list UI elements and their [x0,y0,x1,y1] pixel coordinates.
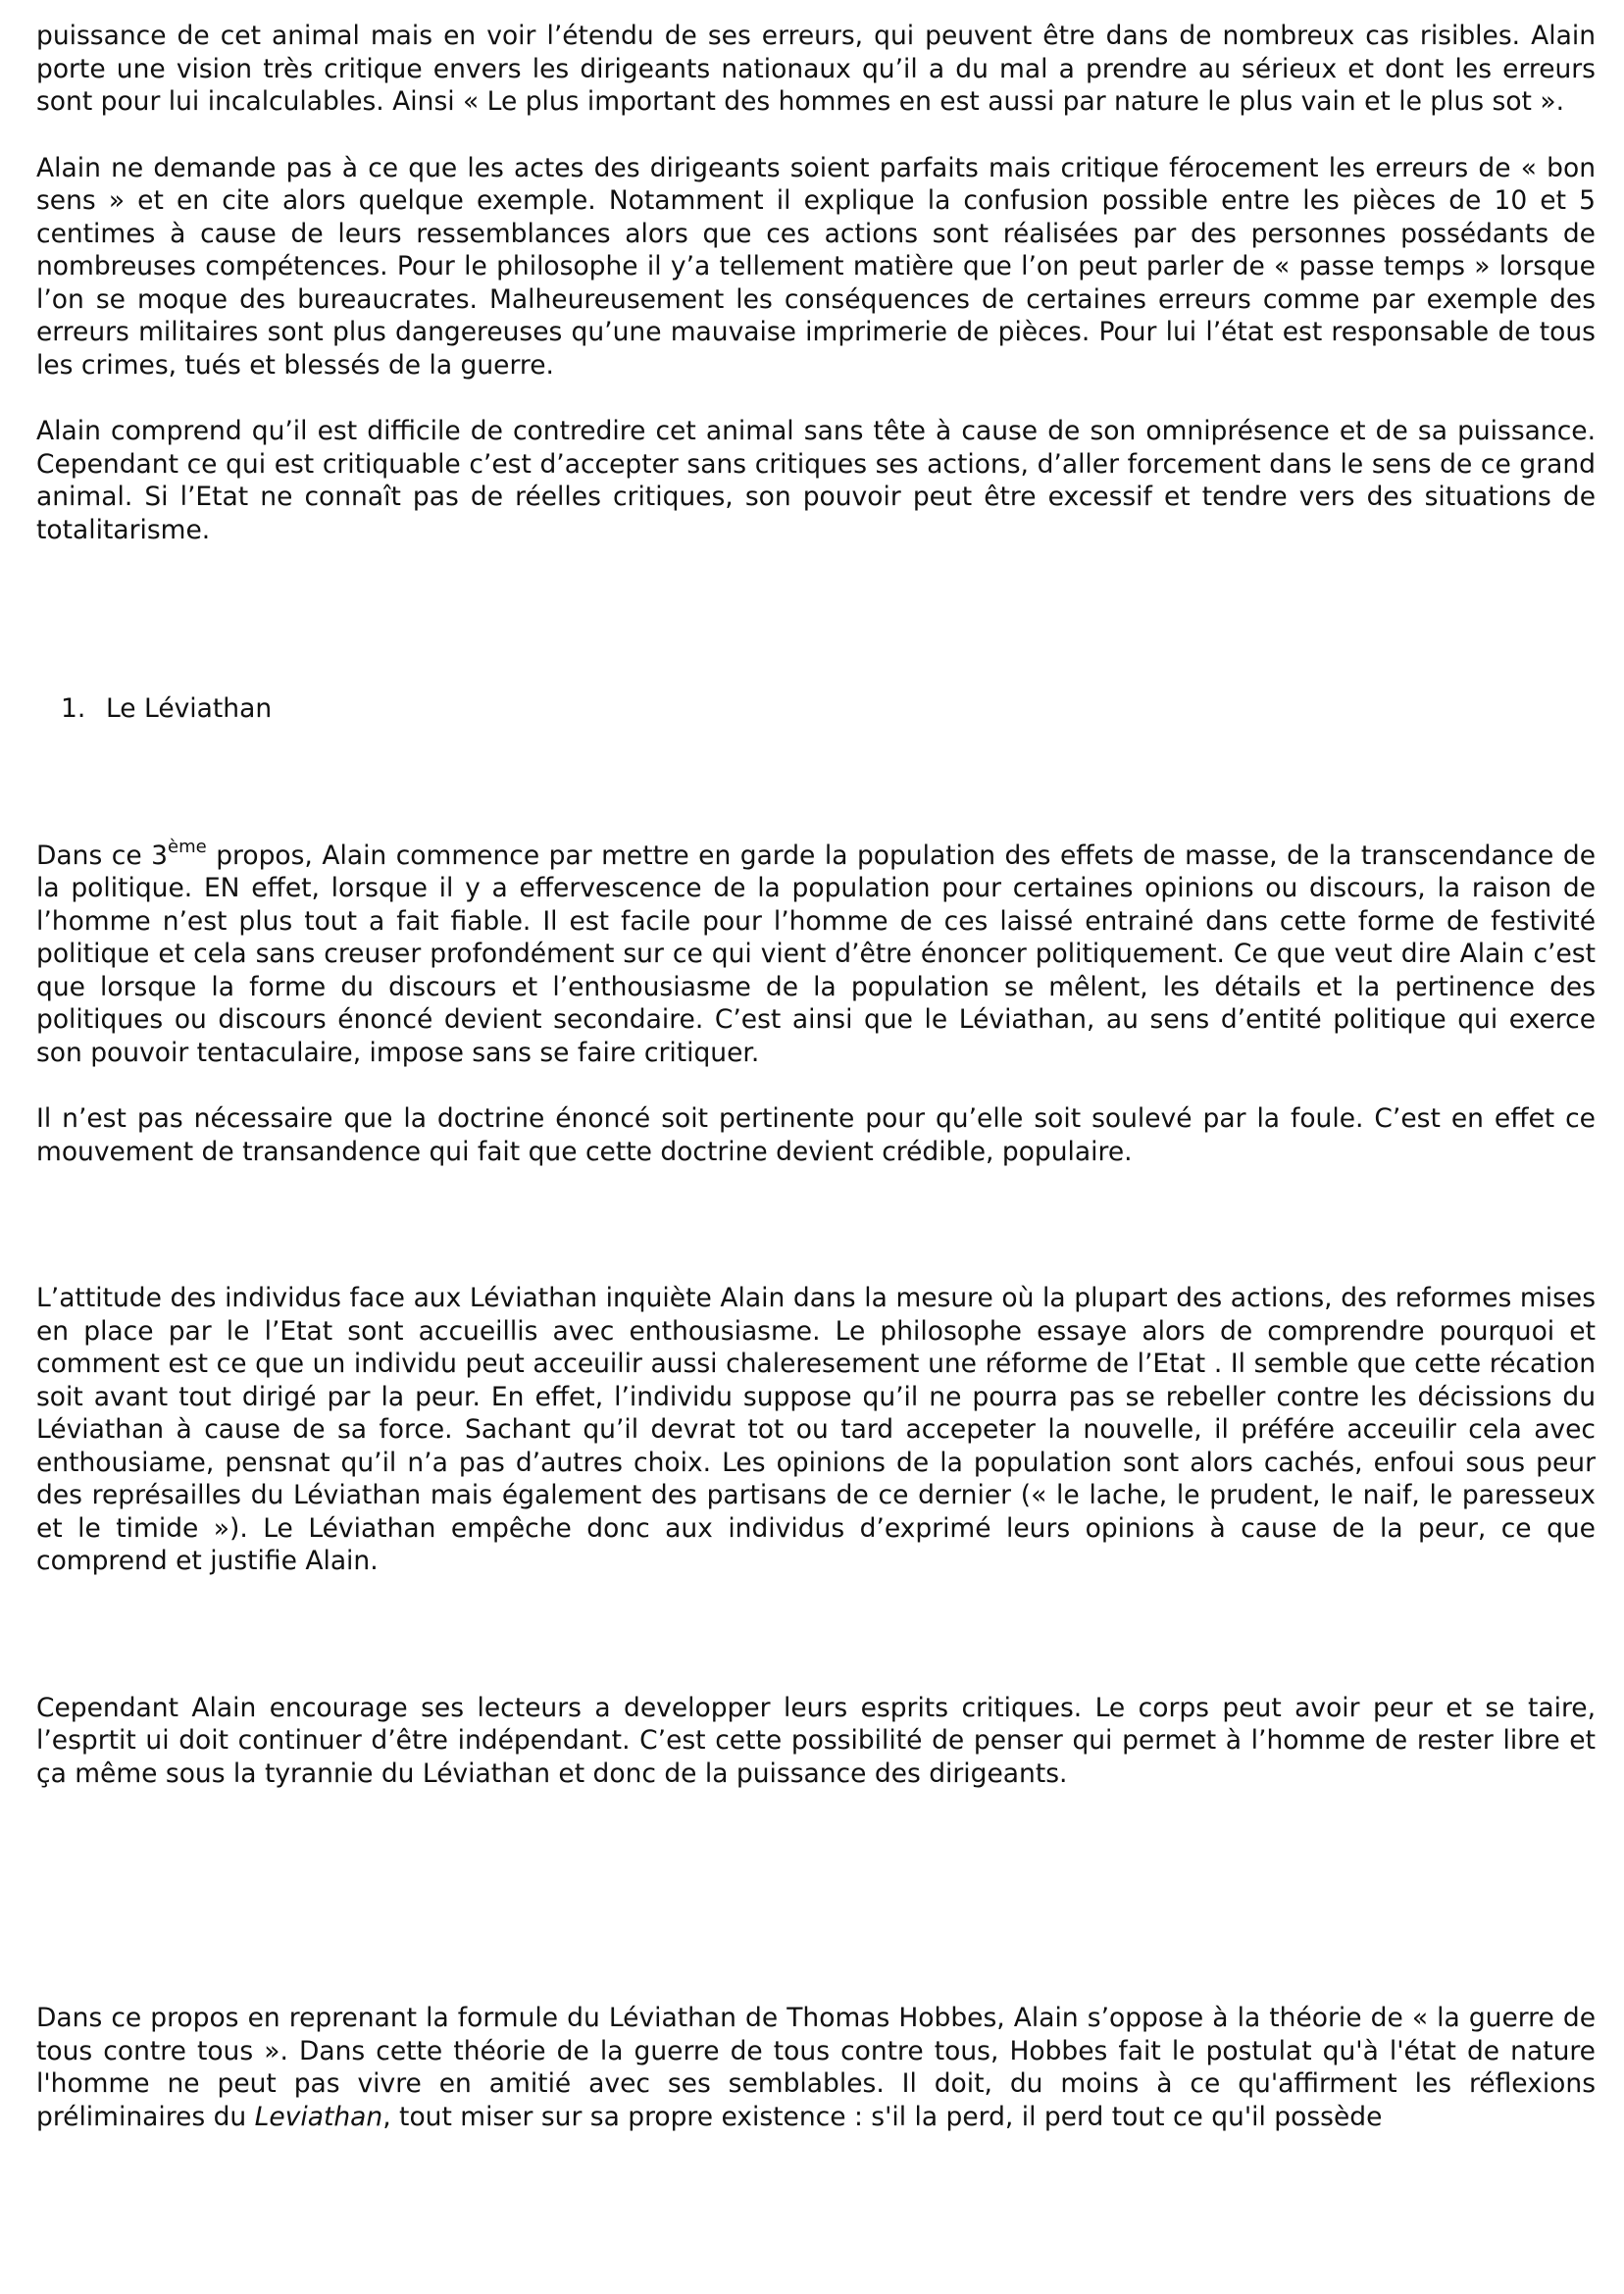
paragraph-hobbes-end: , tout miser sur sa propre existence : s'il la perd, il perd tout ce qu'il possède [382,2101,1383,2132]
section-heading [36,692,1596,726]
paragraph-critical-spirit: Cependant Alain encourage ses lecteurs a developper leurs esprits critiques. Le corps peut avoir peur et se taire, l’esprtit ui doit continuer d’être indépendant. C’est cette possibilité de penser qui permet à l’homme de rester libre et ça même sous la tyrannie du Léviathan et donc de la puissance des dirigeants. [36,1692,1596,1789]
paragraph-errors: puissance de cet animal mais en voir l’étendu de ses erreurs, qui peuvent être dans de nombreux cas risibles. Alain porte une vision très critique envers les dirigeants nationaux qu’il a du mal a prendre au sérieux et dont les erreurs sont pour lui incalculables. Ainsi « Le plus important des hommes en est aussi par nature le plus vain et le plus sot ». [36,21,1596,117]
ordinal-superscript: ème [168,836,207,857]
section-heading-number: 1. [61,693,86,724]
paragraph-third-propos [36,836,1596,1070]
paragraph-common-sense: Alain ne demande pas à ce que les actes des dirigeants soient parfaits mais critique férocement les erreurs de « bon sens » et en cite alors quelque exemple. Notamment il explique la confusion possible entre les pièces de 10 et 5 centimes à cause de leurs ressemblances alors que ces actions sont réalisées par des personnes possédants de nombreuses compétences. Pour le philosophe il y’a tellement matière que l’on peut parler de « passe temps » lorsque l’on se moque des bureaucrates. Malheureusement les conséquences de certaines erreurs comme par exemple des erreurs militaires sont plus dangereuses qu’une mauvaise imprimerie de pièces. Pour lui l’état est responsable de tous les crimes, tués et blessés de la guerre. [36,152,1596,381]
section-heading-title: Le Léviathan [106,693,273,724]
paragraph-hobbes [36,2002,1596,2133]
leviathan-title: Leviathan [254,2101,383,2132]
paragraph-hobbes-start: Dans ce propos en reprenant la formule du Léviathan de Thomas Hobbes, Alain s’oppose à la théorie de « la guerre de tous contre tous ». Dans cette théorie de la guerre de tous contre tous, Hobbes fait le postulat qu'à l'état de nature l'homme ne peut pas vivre en amitié avec ses semblables. Il doit, du moins à ce qu'affirment les réflexions préliminaires du [36,2003,1596,2132]
paragraph-attitude: L’attitude des individus face aux Léviathan inquiète Alain dans la mesure où la plupart des actions, des reformes mises en place par le l’Etat sont accueillis avec enthousiasme. Le philosophe essaye alors de comprendre pourquoi et comment est ce que un individu peut acceuilir aussi chaleresement une réforme de l’Etat . Il semble que cette récation soit avant tout dirigé par la peur. En effet, l’individu suppose qu’il ne pourra pas se rebeller contre les décissions du Léviathan à cause de sa force. Sachant qu’il devrat tot ou tard accepeter la nouvelle, il préfére acceuilir cela avec enthousiame, pensnat qu’il n’a pas d’autres choix. Les opinions de la population sont alors cachés, enfoui sous peur des représailles du Léviathan mais également des partisans de ce dernier (« le lache, le prudent, le naif, le paresseux et le timide »). Le Léviathan empêche donc aux individus d’exprimé leurs opinions à cause de la peur, ce que comprend et justifie Alain. [36,1283,1596,1576]
paragraph-doctrine: Il n’est pas nécessaire que la doctrine énoncé soit pertinente pour qu’elle soit soulevé par la foule. C’est en effet ce mouvement de transandence qui fait que cette doctrine devient crédible, populaire. [36,1103,1596,1167]
paragraph-third-propos-rest: propos, Alain commence par mettre en garde la population des effets de masse, de la transcendance de la politique. EN effet, lorsque il y a effervescence de la population pour certaines opinions ou discours, la raison de l’homme n’est plus tout a fait fiable. Il est facile pour l’homme de ces laissé entrainé dans cette forme de festivité politique et cela sans creuser profondément sur ce qui vient d’être énoncer politiquement. Ce que veut dire Alain c’est que lorsque la forme du discours et l’enthousiasme de la population se mêlent, les détails et la pertinence des politiques ou discours énoncé devient secondaire. C’est ainsi que le Léviathan, au sens d’entité politique qui exerce son pouvoir tentaculaire, impose sans se faire critiquer. [36,840,1596,1068]
paragraph-critique: Alain comprend qu’il est difficile de contredire cet animal sans tête à cause de son omniprésence et de sa puissance. Cependant ce qui est critiquable c’est d’accepter sans critiques ses actions, d’aller forcement dans le sens de ce grand animal. Si l’Etat ne connaît pas de réelles critiques, son pouvoir peut être excessif et tendre vers des situations de totalitarisme. [36,416,1596,545]
document-page [36,20,1596,2133]
paragraph-third-propos-start: Dans ce 3 [36,840,169,871]
